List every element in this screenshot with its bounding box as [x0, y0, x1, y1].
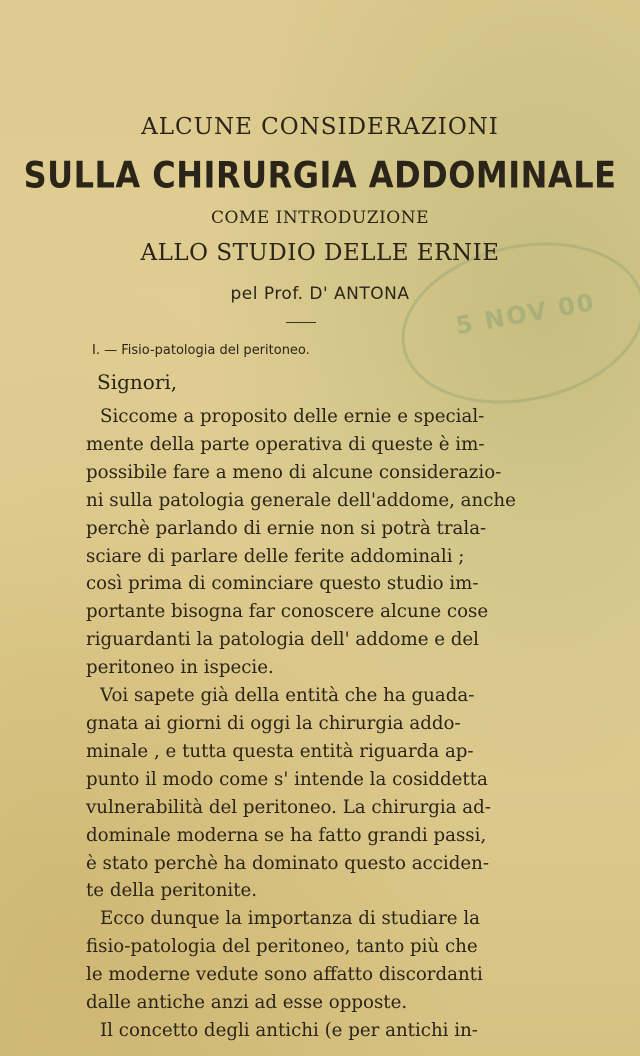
text-line: così prima di cominciare questo studio im- — [86, 573, 479, 595]
title-line-4: ALLO STUDIO DELLE ERNIE — [140, 240, 500, 266]
text-line: peritoneo in ispecie. — [86, 657, 274, 679]
text-line: portante bisogna far conoscere alcune cose — [86, 601, 489, 623]
stamp-date: 5 NOV 00 — [453, 287, 598, 341]
text-line: riguardanti la patologia dell' addome e del — [86, 629, 480, 651]
text-line: Il concetto degli antichi (e per antichi in- — [100, 1019, 478, 1041]
text-line: sciare di parlare delle ferite addominali ; — [86, 545, 465, 567]
salutation: Signori, — [97, 370, 178, 394]
text-line: minale , e tutta questa entità riguarda ap- — [86, 740, 474, 762]
text-line: dalle antiche anzi ad esse opposte. — [86, 992, 408, 1014]
text-line: mente della parte operativa di queste è im- — [86, 433, 485, 455]
text-line: possibile fare a meno di alcune considerazio- — [86, 461, 502, 483]
text-line: ni sulla patologia generale dell'addome, anche — [86, 489, 516, 511]
body-text — [86, 403, 606, 1045]
text-line: perchè parlando di ernie non si potrà trala- — [86, 517, 487, 539]
text-line: dominale moderna se ha fatto grandi passi, — [86, 824, 487, 846]
text-line: punto il modo come s' intende la cosiddetta — [86, 768, 488, 790]
title-divider — [286, 322, 316, 323]
text-line: te della peritonite. — [86, 880, 258, 902]
text-line: le moderne vedute sono affatto discordanti — [86, 964, 483, 986]
text-line: gnata ai giorni di oggi la chirurgia addo- — [86, 712, 461, 734]
text-line: Ecco dunque la importanza di studiare la — [100, 908, 481, 930]
title-line-3: COME INTRODUZIONE — [210, 208, 430, 228]
author: pel Prof. D' ANTONA — [230, 284, 410, 304]
text-line: fisio-patologia del peritoneo, tanto più che — [86, 936, 478, 958]
text-line: è stato perchè ha dominato questo acciden- — [86, 852, 489, 874]
main-title: SULLA CHIRURGIA ADDOMINALE — [23, 153, 617, 197]
text-line: Siccome a proposito delle ernie e special- — [100, 406, 485, 427]
section-heading: I. — Fisio-patologia del peritoneo. — [92, 343, 310, 358]
text-line: vulnerabilità del peritoneo. La chirurgia ad- — [86, 796, 491, 818]
text-line: Voi sapete già della entità che ha guada- — [100, 685, 475, 707]
title-line-1: ALCUNE CONSIDERAZIONI — [141, 114, 499, 140]
